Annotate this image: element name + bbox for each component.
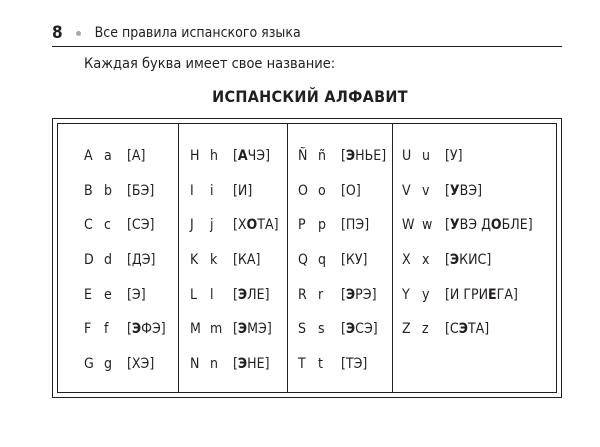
alphabet-table xyxy=(52,118,562,398)
lowercase-letter: s xyxy=(318,321,325,338)
lowercase-letter: j xyxy=(210,217,214,234)
letter-row xyxy=(190,347,278,382)
uppercase-letter: S xyxy=(298,321,306,338)
letter-name: [ЭМЭ] xyxy=(233,321,272,338)
uppercase-letter: W xyxy=(402,217,415,234)
uppercase-letter: Ñ xyxy=(298,148,308,165)
letter-row xyxy=(190,312,278,347)
letter-name: [ЭНЬЕ] xyxy=(341,148,387,165)
lowercase-letter: g xyxy=(104,355,112,372)
letter-name: [ЭЛЕ] xyxy=(233,286,270,303)
alphabet-column-1 xyxy=(84,139,166,381)
lowercase-letter: f xyxy=(104,321,109,338)
uppercase-letter: E xyxy=(84,286,92,303)
letter-name: [И ГРИЕГА] xyxy=(445,286,518,303)
letter-row xyxy=(84,243,166,278)
uppercase-letter: H xyxy=(190,148,200,165)
letter-row xyxy=(298,174,386,209)
lowercase-letter: y xyxy=(422,286,430,303)
letter-row xyxy=(84,208,166,243)
uppercase-letter: I xyxy=(190,182,194,199)
uppercase-letter: Y xyxy=(402,286,410,303)
header-divider xyxy=(52,46,562,47)
letter-name: [СЭТА] xyxy=(445,321,490,338)
alphabet-table-inner xyxy=(57,123,557,393)
uppercase-letter: G xyxy=(84,355,94,372)
lowercase-letter: w xyxy=(422,217,433,234)
letter-row xyxy=(402,312,533,347)
letter-name: [ЭФЭ] xyxy=(127,321,166,338)
letter-row xyxy=(190,277,278,312)
uppercase-letter: N xyxy=(190,355,200,372)
uppercase-letter: V xyxy=(402,182,411,199)
lowercase-letter: i xyxy=(210,182,214,199)
uppercase-letter: T xyxy=(298,355,306,372)
uppercase-letter: Z xyxy=(402,321,411,338)
letter-row xyxy=(84,174,166,209)
letter-name: [О] xyxy=(341,182,361,199)
uppercase-letter: J xyxy=(190,217,194,234)
alphabet-column-3 xyxy=(298,139,386,381)
letter-row xyxy=(402,277,533,312)
letter-row xyxy=(298,139,386,174)
table-title: ИСПАНСКИЙ АЛФАВИТ xyxy=(212,87,408,106)
lowercase-letter: h xyxy=(210,148,218,165)
lowercase-letter: x xyxy=(422,252,430,269)
lowercase-letter: z xyxy=(422,321,429,338)
lowercase-letter: r xyxy=(318,286,324,303)
letter-row xyxy=(190,208,278,243)
letter-name: [Э] xyxy=(127,286,146,303)
letter-row xyxy=(84,347,166,382)
letter-name: [КА] xyxy=(233,252,261,269)
uppercase-letter: B xyxy=(84,182,93,199)
letter-row xyxy=(298,277,386,312)
letter-row xyxy=(84,277,166,312)
letter-name: [ЭНЕ] xyxy=(233,355,270,372)
letter-name: [БЭ] xyxy=(127,182,155,199)
lowercase-letter: k xyxy=(210,252,218,269)
letter-name: [У] xyxy=(445,148,463,165)
lowercase-letter: e xyxy=(104,286,112,303)
letter-row xyxy=(298,312,386,347)
lowercase-letter: p xyxy=(318,217,326,234)
letter-row xyxy=(402,208,533,243)
column-divider xyxy=(287,124,288,392)
alphabet-column-4 xyxy=(402,139,533,347)
uppercase-letter: R xyxy=(298,286,307,303)
letter-row xyxy=(402,174,533,209)
letter-name: [А] xyxy=(127,148,146,165)
uppercase-letter: M xyxy=(190,321,201,338)
lowercase-letter: u xyxy=(422,148,430,165)
letter-row xyxy=(298,347,386,382)
lowercase-letter: a xyxy=(104,148,112,165)
running-title: Все правила испанского языка xyxy=(94,25,301,41)
page-number: 8 xyxy=(52,23,63,43)
letter-row xyxy=(402,139,533,174)
uppercase-letter: A xyxy=(84,148,93,165)
letter-name: [УВЭ ДОБЛЕ] xyxy=(445,217,533,234)
uppercase-letter: Q xyxy=(298,252,308,269)
letter-name: [ХОТА] xyxy=(233,217,279,234)
lowercase-letter: n xyxy=(210,355,218,372)
uppercase-letter: K xyxy=(190,252,199,269)
alphabet-column-2 xyxy=(190,139,278,381)
lowercase-letter: q xyxy=(318,252,326,269)
letter-name: [И] xyxy=(233,182,253,199)
uppercase-letter: L xyxy=(190,286,198,303)
letter-name: [КУ] xyxy=(341,252,368,269)
lowercase-letter: c xyxy=(104,217,111,234)
letter-row xyxy=(298,208,386,243)
lowercase-letter: d xyxy=(104,252,112,269)
letter-name: [ХЭ] xyxy=(127,355,155,372)
column-divider xyxy=(392,124,393,392)
lowercase-letter: v xyxy=(422,182,430,199)
uppercase-letter: U xyxy=(402,148,412,165)
uppercase-letter: X xyxy=(402,252,411,269)
lowercase-letter: ñ xyxy=(318,148,326,165)
intro-text: Каждая буква имеет свое название: xyxy=(84,56,336,72)
letter-name: [ЭСЭ] xyxy=(341,321,378,338)
letter-row xyxy=(190,139,278,174)
lowercase-letter: l xyxy=(210,286,214,303)
lowercase-letter: m xyxy=(210,321,223,338)
letter-name: [ЭРЭ] xyxy=(341,286,377,303)
letter-name: [ТЭ] xyxy=(341,355,368,372)
page-header xyxy=(52,22,301,44)
letter-row xyxy=(84,312,166,347)
letter-name: [СЭ] xyxy=(127,217,155,234)
letter-row xyxy=(84,139,166,174)
lowercase-letter: o xyxy=(318,182,326,199)
letter-row xyxy=(298,243,386,278)
letter-row xyxy=(190,243,278,278)
uppercase-letter: P xyxy=(298,217,306,234)
column-divider xyxy=(178,124,179,392)
letter-name: [ПЭ] xyxy=(341,217,370,234)
uppercase-letter: F xyxy=(84,321,92,338)
lowercase-letter: t xyxy=(318,355,323,372)
uppercase-letter: O xyxy=(298,182,308,199)
uppercase-letter: C xyxy=(84,217,93,234)
letter-name: [АЧЭ] xyxy=(233,148,271,165)
letter-row xyxy=(402,243,533,278)
uppercase-letter: D xyxy=(84,252,94,269)
letter-name: [УВЭ] xyxy=(445,182,482,199)
letter-row xyxy=(190,174,278,209)
letter-name: [ДЭ] xyxy=(127,252,156,269)
letter-name: [ЭКИС] xyxy=(445,252,492,269)
bullet-separator-icon xyxy=(76,31,81,36)
lowercase-letter: b xyxy=(104,182,112,199)
